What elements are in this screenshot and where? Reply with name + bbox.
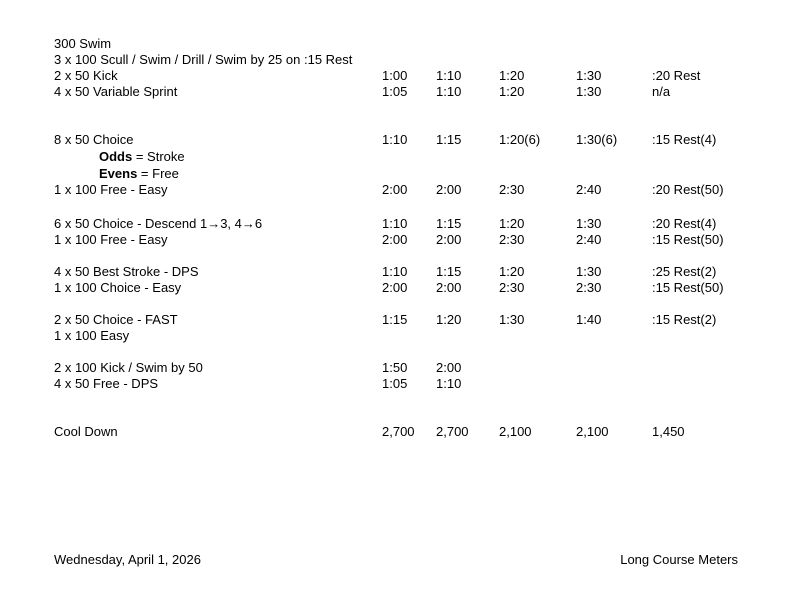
interval-col-3: 1:20: [499, 264, 525, 279]
workout-row: [0, 360, 792, 376]
interval-col-4: 2:40: [576, 232, 602, 247]
interval-col-1: 2:00: [382, 280, 408, 295]
workout-row: [0, 216, 792, 232]
interval-col-3: 1:30: [499, 312, 525, 327]
row-description: 2 x 100 Kick / Swim by 50: [54, 360, 203, 375]
interval-col-4: 1:30(6): [576, 132, 618, 147]
row-description: 2 x 50 Choice - FAST: [54, 312, 178, 327]
interval-col-4: 2:40: [576, 182, 602, 197]
interval-col-5: :20 Rest: [652, 68, 701, 83]
interval-col-2: 2:00: [436, 232, 462, 247]
workout-row: [0, 328, 792, 344]
footer-course: Long Course Meters: [620, 552, 738, 567]
interval-col-1: 1:05: [382, 84, 408, 99]
interval-col-1: 2:00: [382, 182, 408, 197]
interval-col-3: 2:30: [499, 182, 525, 197]
interval-col-5: :15 Rest(50): [652, 232, 724, 247]
interval-col-5: :20 Rest(4): [652, 216, 717, 231]
interval-col-1: 1:05: [382, 376, 408, 391]
row-description: 4 x 50 Best Stroke - DPS: [54, 264, 199, 279]
interval-col-3: 2:30: [499, 232, 525, 247]
workout-row: [0, 376, 792, 392]
interval-col-4: 1:30: [576, 216, 602, 231]
workout-row: [0, 84, 792, 100]
interval-col-2: 1:10: [436, 84, 462, 99]
total-col-3: 2,100: [499, 424, 532, 439]
interval-col-4: 1:30: [576, 84, 602, 99]
odds-label: Odds: [99, 149, 133, 164]
interval-col-4: 1:40: [576, 312, 602, 327]
total-col-1: 2,700: [382, 424, 415, 439]
interval-col-1: 1:10: [382, 132, 408, 147]
workout-row: [0, 280, 792, 296]
interval-col-2: 1:10: [436, 376, 462, 391]
cooldown-row: [0, 424, 792, 440]
interval-col-1: 1:10: [382, 264, 408, 279]
total-col-5: 1,450: [652, 424, 685, 439]
interval-col-4: 1:30: [576, 68, 602, 83]
workout-row: [0, 149, 792, 165]
interval-col-1: 1:00: [382, 68, 408, 83]
workout-row: [0, 264, 792, 280]
evens-value: = Free: [137, 166, 179, 181]
workout-row: [0, 68, 792, 84]
interval-col-1: 1:50: [382, 360, 408, 375]
workout-row: [0, 166, 792, 182]
odds-value: = Stroke: [132, 149, 185, 164]
workout-row: [0, 52, 792, 68]
row-description: 4 x 50 Variable Sprint: [54, 84, 178, 99]
row-description: Cool Down: [54, 424, 118, 439]
row-description: 1 x 100 Free - Easy: [54, 232, 168, 247]
odds-note: [99, 149, 185, 165]
interval-col-3: 1:20: [499, 68, 525, 83]
interval-col-2: 1:15: [436, 216, 462, 231]
row-description: 1 x 100 Easy: [54, 328, 130, 343]
row-description: 3 x 100 Scull / Swim / Drill / Swim by 25 on :15 Rest: [54, 52, 353, 67]
interval-col-3: 1:20: [499, 216, 525, 231]
interval-col-5: :15 Rest(4): [652, 132, 717, 147]
workout-row: [0, 182, 792, 198]
footer-date: Wednesday, April 1, 2026: [54, 552, 201, 567]
row-description: 2 x 50 Kick: [54, 68, 118, 83]
workout-row: [0, 36, 792, 52]
interval-col-5: :25 Rest(2): [652, 264, 717, 279]
total-col-4: 2,100: [576, 424, 609, 439]
interval-col-2: 1:15: [436, 132, 462, 147]
interval-col-5: n/a: [652, 84, 671, 99]
evens-note: [99, 166, 179, 182]
interval-col-1: 1:15: [382, 312, 408, 327]
interval-col-5: :15 Rest(2): [652, 312, 717, 327]
interval-col-5: :20 Rest(50): [652, 182, 724, 197]
interval-col-1: 1:10: [382, 216, 408, 231]
row-description: 300 Swim: [54, 36, 112, 51]
interval-col-3: 1:20(6): [499, 132, 541, 147]
row-description: 6 x 50 Choice - Descend 1→3, 4→6: [54, 216, 263, 231]
workout-row: [0, 312, 792, 328]
interval-col-2: 1:10: [436, 68, 462, 83]
interval-col-3: 1:20: [499, 84, 525, 99]
total-col-2: 2,700: [436, 424, 469, 439]
interval-col-2: 2:00: [436, 360, 462, 375]
row-description: 8 x 50 Choice: [54, 132, 134, 147]
interval-col-5: :15 Rest(50): [652, 280, 724, 295]
row-description: 1 x 100 Free - Easy: [54, 182, 168, 197]
interval-col-2: 2:00: [436, 182, 462, 197]
interval-col-4: 1:30: [576, 264, 602, 279]
evens-label: Evens: [99, 166, 138, 181]
interval-col-2: 1:15: [436, 264, 462, 279]
interval-col-2: 2:00: [436, 280, 462, 295]
interval-col-1: 2:00: [382, 232, 408, 247]
workout-row: [0, 132, 792, 148]
interval-col-2: 1:20: [436, 312, 462, 327]
row-description: 4 x 50 Free - DPS: [54, 376, 159, 391]
interval-col-3: 2:30: [499, 280, 525, 295]
workout-row: [0, 232, 792, 248]
row-description: 1 x 100 Choice - Easy: [54, 280, 182, 295]
interval-col-4: 2:30: [576, 280, 602, 295]
